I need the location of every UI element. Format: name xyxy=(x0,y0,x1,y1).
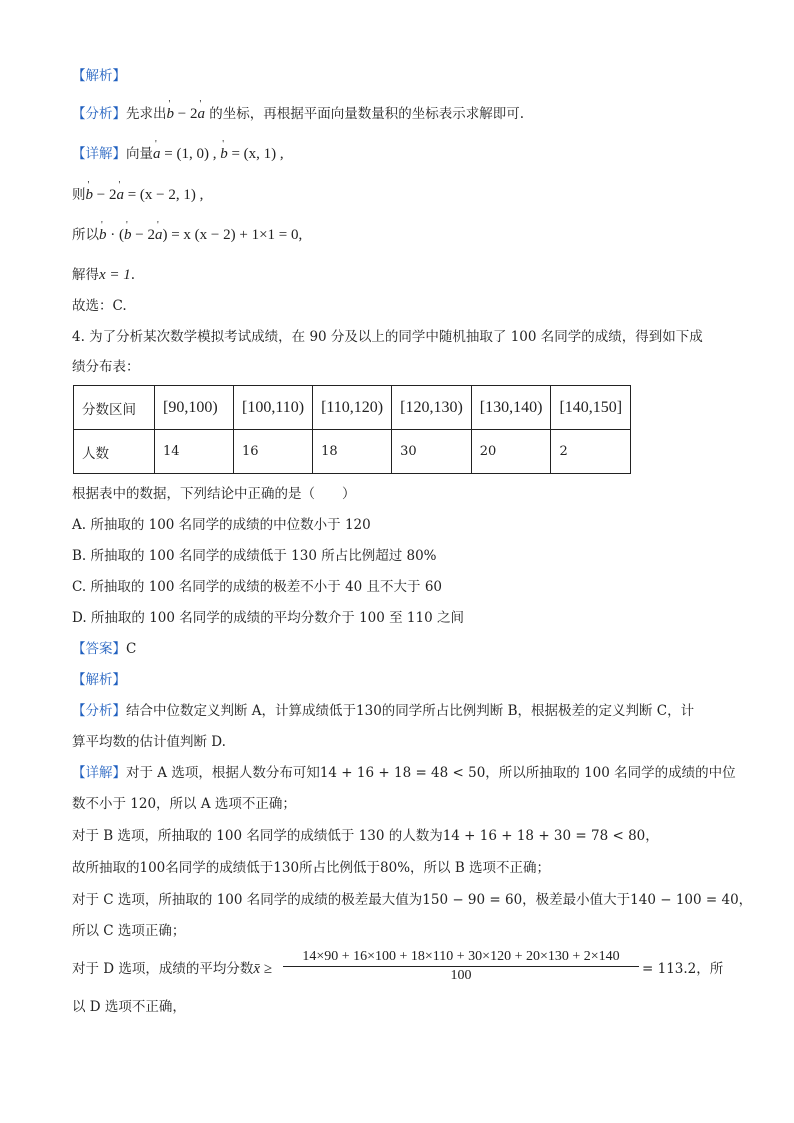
option-a: A. 所抽取的 100 名同学的成绩的中位数小于 120 xyxy=(72,517,371,533)
q3-fenxi-line xyxy=(72,104,524,124)
q3-xiangjie-pre: 向量 xyxy=(126,146,153,162)
q3-fenxi-tag: 【分析】 xyxy=(72,106,126,122)
table-row xyxy=(74,386,631,430)
q4-jiexi-heading: 【解析】 xyxy=(72,672,126,688)
q4-detail-line7-post: = 113.2，所 xyxy=(642,961,724,977)
q3-jiede: 解得 xyxy=(72,267,99,283)
q4-fenxi-line1 xyxy=(72,701,694,721)
option-b: B. 所抽取的 100 名同学的成绩低于 130 所占比例超过 80% xyxy=(72,548,437,564)
q3-jiexi-heading: 【解析】 xyxy=(72,68,126,84)
q4-detail-line5: 对于 C 选项，所抽取的 100 名同学的成绩的极差最大值为150 − 90 = 60，极差最小值大于140 − 100 = 40， xyxy=(72,892,753,908)
q3-fenxi-minus2: − 2 xyxy=(174,106,198,122)
table-cell: 16 xyxy=(234,430,313,474)
q4-fenxi-text1: 结合中位数定义判断 A，计算成绩低于130的同学所占比例判断 B，根据极差的定义判断 C，计 xyxy=(126,703,695,719)
table-header-cell: 分数区间 xyxy=(74,386,155,430)
q4-stem-line2: 绩分布表： xyxy=(72,359,140,375)
q4-detail-line7-pre xyxy=(72,959,272,979)
q4-detail-line3: 对于 B 选项，所抽取的 100 名同学的成绩低于 130 的人数为14 + 16 + 18 + 30 = 78 < 80， xyxy=(72,828,659,844)
q4-detail-line8: 以 D 选项不正确， xyxy=(72,999,186,1015)
q3-fenxi-post: 的坐标，再根据平面向量数量积的坐标表示求解即可. xyxy=(204,106,525,122)
q3-jiede-expr: x = 1 xyxy=(99,267,131,283)
q4-detail-line2: 数不小于 120，所以 A 选项不正确； xyxy=(72,796,296,812)
q4-detail-line6: 所以 C 选项正确； xyxy=(72,923,186,939)
table-cell: [90,100) xyxy=(155,386,234,430)
q3-suoyi-expr: ) = x (x − 2) + 1×1 = 0, xyxy=(162,227,303,243)
mean-symbol: x̄ ≥ xyxy=(253,961,273,977)
q4-question: 根据表中的数据，下列结论中正确的是（ ） xyxy=(72,486,356,502)
q3-ze: 则 xyxy=(72,187,86,203)
table-header-cell: 人数 xyxy=(74,430,155,474)
q3-xiangjie-tag: 【详解】 xyxy=(72,146,126,162)
q4-answer-value: C xyxy=(126,641,137,657)
table-cell: 30 xyxy=(392,430,472,474)
table-cell: 20 xyxy=(471,430,551,474)
table-cell: [120,130) xyxy=(392,386,472,430)
q4-answer-line xyxy=(72,639,136,659)
table-cell: [100,110) xyxy=(234,386,313,430)
q4-stem-line1: 4. 为了分析某次数学模拟考试成绩，在 90 分及以上的同学中随机抽取了 100 名同学的成绩，得到如下成 xyxy=(72,329,703,345)
q3-answer-line: 故选：C. xyxy=(72,298,127,314)
q4-answer-tag: 【答案】 xyxy=(72,641,126,657)
q3-ze-line: 则' b − 2' a = (x − 2, 1) , xyxy=(72,185,203,205)
table-cell: 18 xyxy=(313,430,392,474)
option-d: D. 所抽取的 100 名同学的成绩的平均分数介于 100 至 110 之间 xyxy=(72,610,464,626)
q3-ze-expr: = (x − 2, 1) , xyxy=(123,187,204,203)
mean-fraction xyxy=(283,949,639,984)
q4-detail-text1: 对于 A 选项，根据人数分布可知14 + 16 + 18 = 48 < 50，所以所抽取的 100 名同学的成绩的中位 xyxy=(126,765,736,781)
q4-detail-line4: 故所抽取的100名同学的成绩低于130所占比例低于80%，所以 B 选项不正确； xyxy=(72,860,551,876)
q4-fenxi-line2: 算平均数的估计值判断 D. xyxy=(72,734,226,750)
q3-suoyi: 所以 xyxy=(72,227,99,243)
q3-b-eq: = (x, 1) , xyxy=(227,146,284,162)
q3-suoyi-line: 所以' b · (' b − 2' a) = x (x − 2) + 1×1 = 0, xyxy=(72,225,302,245)
table-cell: [130,140) xyxy=(471,386,551,430)
vector-b: ' b xyxy=(167,104,175,124)
table-cell: 14 xyxy=(155,430,234,474)
q3-jiede-line: 解得x = 1. xyxy=(72,267,136,283)
q4-detail-text7: 对于 D 选项，成绩的平均分数 xyxy=(72,961,254,977)
q3-a-eq: = (1, 0) , xyxy=(160,146,221,162)
table-cell: 2 xyxy=(551,430,631,474)
fraction-numerator: 14×90 + 16×100 + 18×110 + 30×120 + 20×130 + 2×140 xyxy=(283,949,639,967)
q3-fenxi-pre: 先求出 xyxy=(126,106,167,122)
table-cell: [110,120) xyxy=(313,386,392,430)
q4-detail-line1 xyxy=(72,763,736,783)
score-distribution-table xyxy=(73,385,631,474)
table-row xyxy=(74,430,631,474)
q4-xiangjie-tag: 【详解】 xyxy=(72,765,126,781)
option-c: C. 所抽取的 100 名同学的成绩的极差不小于 40 且不大于 60 xyxy=(72,579,443,595)
vector-a: ' a xyxy=(197,104,205,124)
fraction-denominator: 100 xyxy=(450,968,472,983)
q3-xiangjie-line: 【详解】向量' a = (1, 0) , ' b = (x, 1) , xyxy=(72,144,284,164)
q4-fenxi-tag: 【分析】 xyxy=(72,703,126,719)
table-cell: [140,150] xyxy=(551,386,631,430)
